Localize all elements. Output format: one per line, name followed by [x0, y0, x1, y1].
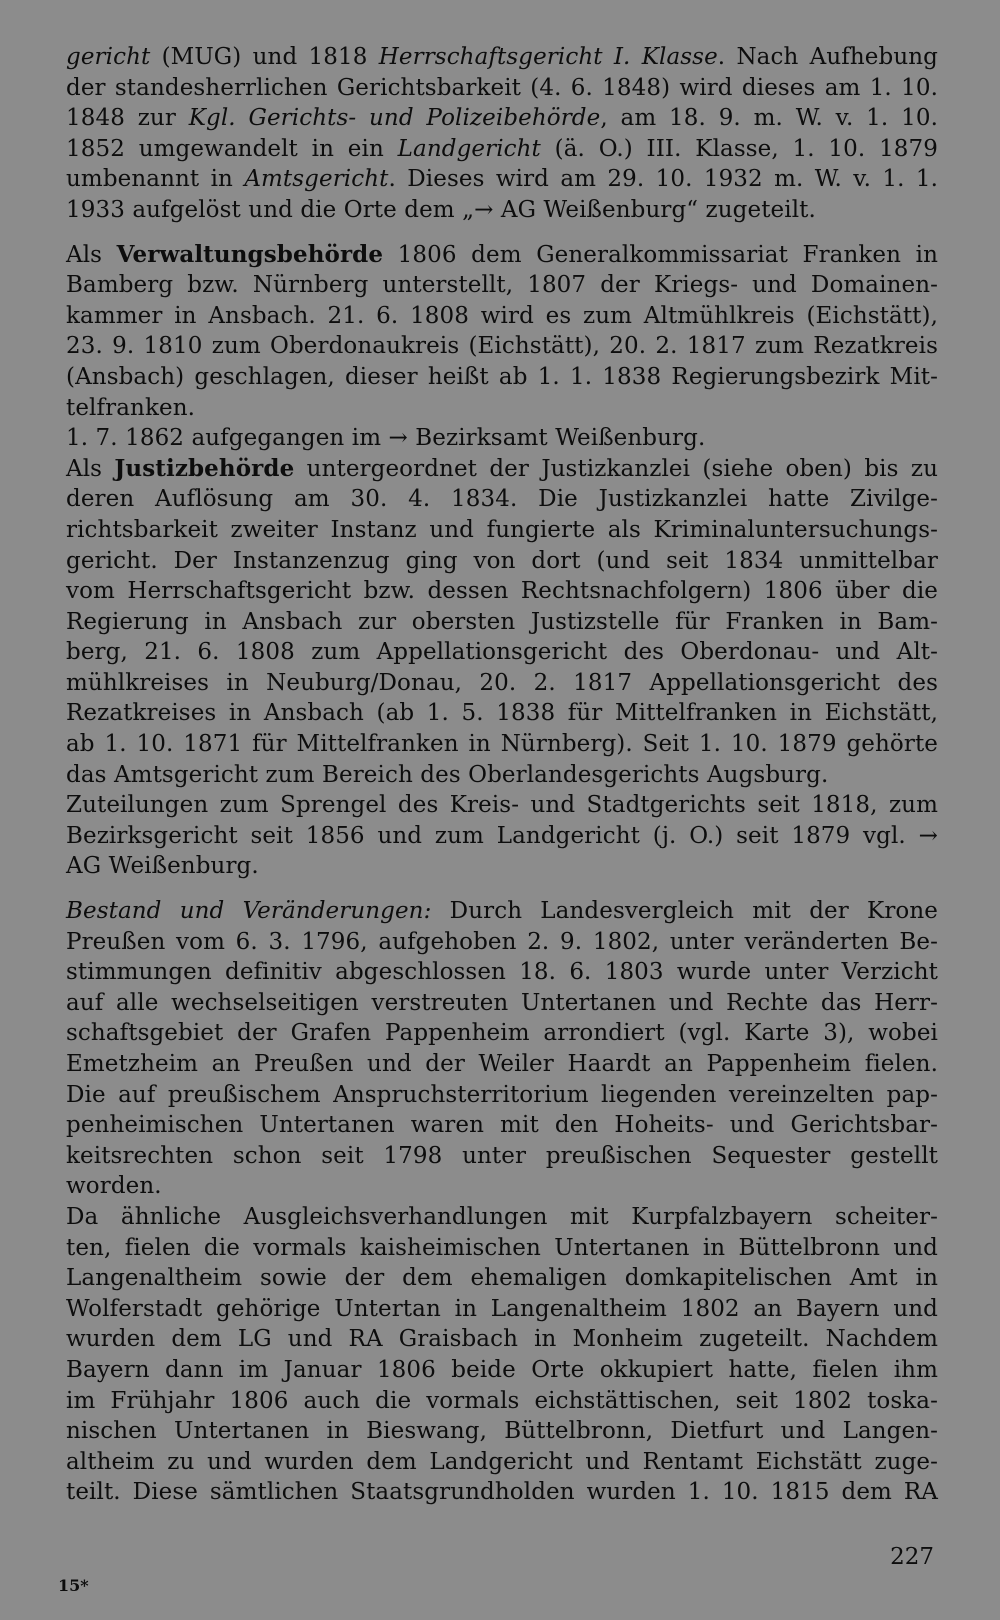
text-line: nischen Untertanen in Bieswang, Büttelbronn, Dietfurt und Langen- — [66, 1418, 938, 1445]
text-line: Regierung in Ansbach zur obersten Justizstelle für Franken in Bam- — [66, 608, 938, 635]
text-line: stimmungen definitiv abgeschlossen 18. 6. 1803 wurde unter Verzicht — [66, 959, 938, 986]
text-line: schaftsgebiet der Grafen Pappenheim arrondiert (vgl. Karte 3), wobei — [66, 1020, 938, 1047]
text-line: ten, fielen die vormals kaisheimischen Untertanen in Büttelbronn und — [66, 1234, 938, 1261]
text-line: Zuteilungen zum Sprengel des Kreis- und Stadtgerichts seit 1818, zum — [66, 792, 938, 819]
text-line: Bamberg bzw. Nürnberg unterstellt, 1807 der Kriegs- und Domainen- — [66, 272, 938, 299]
text-line: berg, 21. 6. 1808 zum Appellationsgericht des Oberdonau- und Alt- — [66, 639, 938, 666]
text-line: altheim zu und wurden dem Landgericht und Rentamt Eichstätt zuge- — [66, 1448, 938, 1475]
text-line: Da ähnliche Ausgleichsverhandlungen mit Kurpfalzbayern scheiter- — [66, 1203, 938, 1230]
text-line: Bayern dann im Januar 1806 beide Orte okkupiert hatte, fielen ihm — [66, 1356, 938, 1383]
text-line: der standesherrlichen Gerichtsbarkeit (4. 6. 1848) wird dieses am 1. 10. — [66, 74, 938, 101]
text-line: worden. — [66, 1173, 162, 1200]
text-line: 1848 zur Kgl. Gerichts- und Polizeibehörde, am 18. 9. m. W. v. 1. 10. — [66, 105, 938, 132]
text-line: umbenannt in Amtsgericht. Dieses wird am 29. 10. 1932 m. W. v. 1. 1. — [66, 166, 938, 193]
paragraph-administration — [66, 240, 938, 882]
text-line: Preußen vom 6. 3. 1796, aufgehoben 2. 9. 1802, unter veränderten Be- — [66, 928, 938, 955]
text-line: Bezirksgericht seit 1856 und zum Landgericht (j. O.) seit 1879 vgl. → — [66, 822, 938, 849]
text-line: wurden dem LG und RA Graisbach in Monheim zugeteilt. Nachdem — [66, 1326, 938, 1353]
text-line: penheimischen Untertanen waren mit den Hoheits- und Gerichtsbar- — [66, 1112, 938, 1139]
text-line: Langenaltheim sowie der dem ehemaligen domkapitelischen Amt in — [66, 1265, 938, 1292]
page-number: 227 — [890, 1544, 934, 1570]
signature-mark: 15* — [58, 1576, 89, 1595]
text-line: telfranken. — [66, 394, 196, 421]
text-line: gericht. Der Instanzenzug ging von dort (und seit 1834 unmittelbar — [66, 547, 938, 574]
text-line: teilt. Diese sämtlichen Staatsgrundholden wurden 1. 10. 1815 dem RA — [66, 1479, 938, 1506]
text-line: 1852 umgewandelt in ein Landgericht (ä. O.) III. Klasse, 1. 10. 1879 — [66, 135, 939, 162]
text-line: (Ansbach) geschlagen, dieser heißt ab 1. 1. 1838 Regierungsbezirk Mit- — [66, 363, 938, 390]
text-line: im Frühjahr 1806 auch die vormals eichstättischen, seit 1802 toska- — [66, 1387, 938, 1414]
text-line: 23. 9. 1810 zum Oberdonaukreis (Eichstätt), 20. 2. 1817 zum Rezatkreis — [66, 333, 938, 360]
text-line: Rezatkreises in Ansbach (ab 1. 5. 1838 für Mittelfranken in Eichstätt, — [66, 700, 938, 727]
text-line: auf alle wechselseitigen verstreuten Untertanen und Rechte das Herr- — [66, 989, 938, 1016]
text-line: Bestand und Veränderungen: Durch Landesvergleich mit der Krone — [66, 898, 938, 925]
text-line: kammer in Ansbach. 21. 6. 1808 wird es zum Altmühlkreis (Eichstätt), — [66, 302, 938, 329]
text-line: Die auf preußischem Anspruchsterritorium liegenden vereinzelten pap- — [66, 1081, 938, 1108]
text-line: keitsrechten schon seit 1798 unter preußischen Sequester gestellt — [66, 1142, 938, 1169]
paragraph-court-history — [66, 42, 938, 226]
text-line: Wolferstadt gehörige Untertan in Langenaltheim 1802 an Bayern und — [66, 1295, 938, 1322]
body-text — [66, 42, 938, 1508]
text-line: mühlkreises in Neuburg/Donau, 20. 2. 1817 Appellationsgericht des — [66, 669, 938, 696]
text-line: Als Justizbehörde untergeordnet der Justizkanzlei (siehe oben) bis zu — [66, 454, 938, 482]
text-line: Emetzheim an Preußen und der Weiler Haardt an Pappenheim fielen. — [66, 1051, 938, 1077]
text-line: richtsbarkeit zweiter Instanz und fungierte als Kriminaluntersuchungs- — [66, 516, 938, 543]
text-line: ab 1. 10. 1871 für Mittelfranken in Nürnberg). Seit 1. 10. 1879 gehörte — [66, 731, 938, 758]
text-line: 1. 7. 1862 aufgegangen im → Bezirksamt Weißenburg. — [66, 425, 706, 452]
paragraph-inventory-changes — [66, 896, 938, 1508]
text-line: deren Auflösung am 30. 4. 1834. Die Justizkanzlei hatte Zivilge- — [66, 486, 938, 513]
text-line: gericht (MUG) und 1818 Herrschaftsgericht I. Klasse. Nach Aufhebung — [66, 44, 938, 70]
text-line: das Amtsgericht zum Bereich des Oberlandesgerichts Augsburg. — [66, 761, 829, 788]
text-line: vom Herrschaftsgericht bzw. dessen Rechtsnachfolgern) 1806 über die — [66, 578, 938, 605]
text-line: Als Verwaltungsbehörde 1806 dem Generalkommissariat Franken in — [66, 240, 938, 268]
text-line: AG Weißenburg. — [66, 853, 259, 880]
text-line: 1933 aufgelöst und die Orte dem „→ AG Weißenburg“ zugeteilt. — [66, 196, 816, 223]
